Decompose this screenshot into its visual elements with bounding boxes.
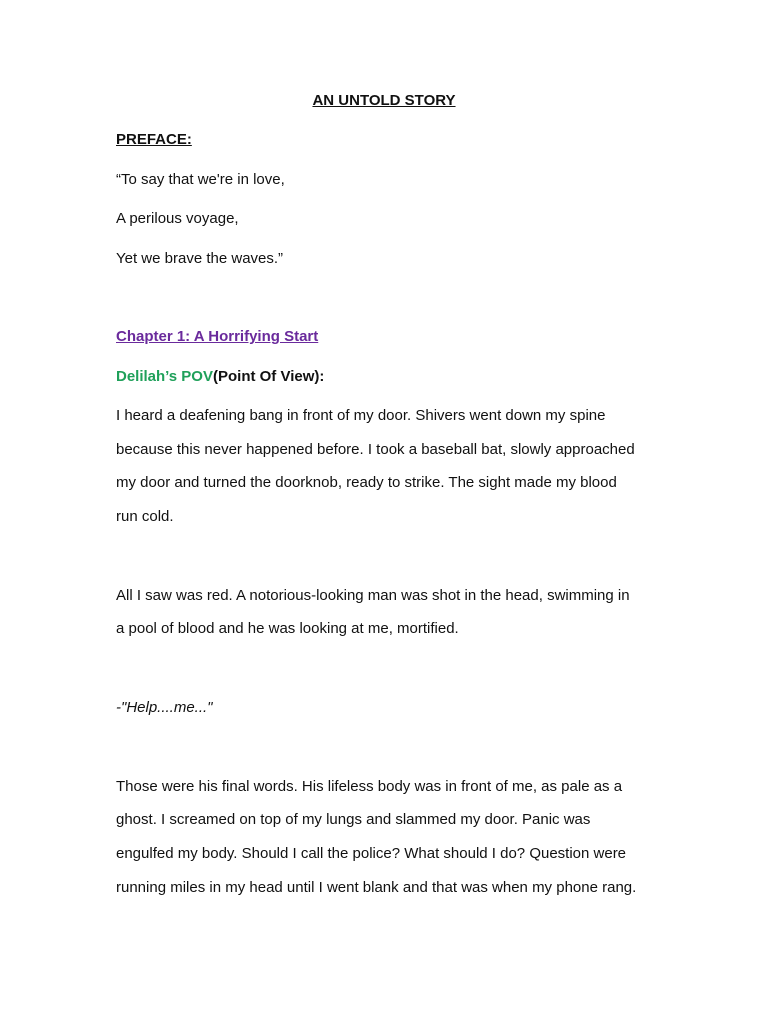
paragraph-1-line-3: my door and turned the doorknob, ready to strike. The sight made my blood — [116, 474, 617, 491]
poem-line-1: “To say that we're in love, — [116, 171, 285, 188]
pov-name: Delilah’s POV — [116, 368, 213, 385]
paragraph-3-line-2: ghost. I screamed on top of my lungs and slammed my door. Panic was — [116, 811, 591, 828]
paragraph-3-line-3: engulfed my body. Should I call the police? What should I do? Question were — [116, 845, 627, 862]
paragraph-2-line-1: All I saw was red. A notorious-looking man was shot in the head, swimming in — [116, 587, 630, 604]
chapter-heading: Chapter 1: A Horrifying Start — [116, 328, 319, 345]
dialogue-line: -"Help....me..." — [116, 699, 213, 716]
paragraph-1-line-4: run cold. — [116, 508, 174, 525]
paragraph-1-line-1: I heard a deafening bang in front of my door. Shivers went down my spine — [116, 407, 606, 424]
document-title: AN UNTOLD STORY — [312, 92, 456, 109]
poem-line-3: Yet we brave the waves.” — [116, 250, 284, 267]
poem-line-2: A perilous voyage, — [116, 210, 239, 227]
pov-heading — [116, 368, 324, 386]
paragraph-3-line-1: Those were his final words. His lifeless body was in front of me, as pale as a — [116, 778, 623, 795]
pov-suffix: (Point Of View): — [212, 368, 325, 385]
paragraph-2-line-2: a pool of blood and he was looking at me, mortified. — [116, 620, 459, 637]
preface-heading: PREFACE: — [116, 131, 192, 148]
paragraph-1-line-2: because this never happened before. I took a baseball bat, slowly approached — [116, 441, 635, 458]
paragraph-3-line-4: running miles in my head until I went blank and that was when my phone rang. — [116, 879, 637, 896]
